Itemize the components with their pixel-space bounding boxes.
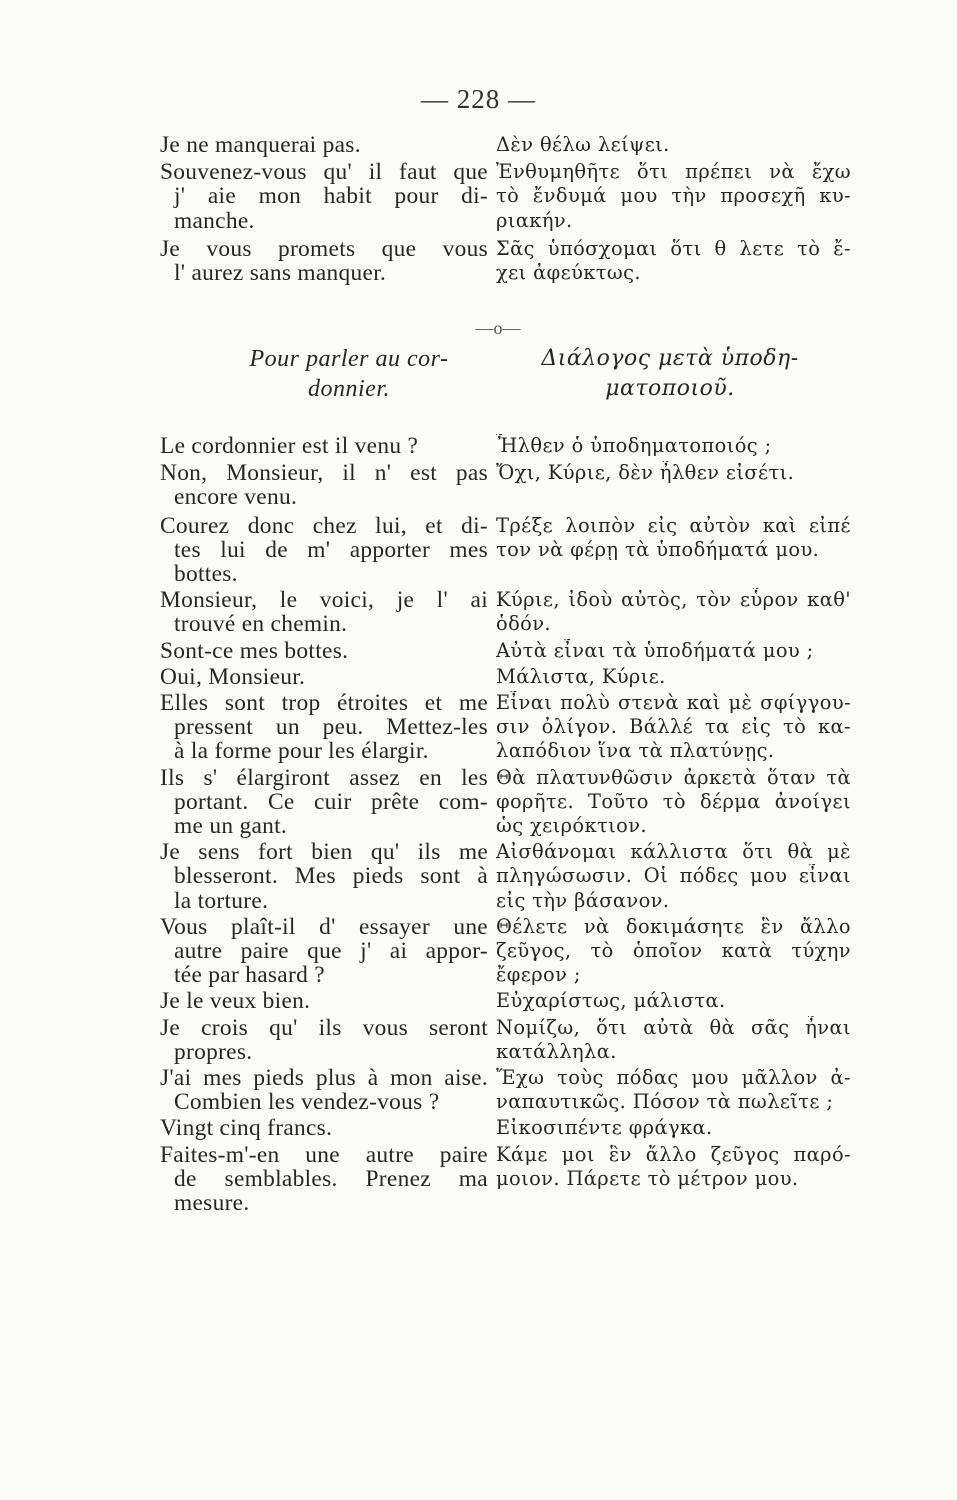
dialog-row (0, 434, 957, 458)
greek-line: ὁδόν. (496, 612, 551, 636)
greek-line: εἰς τὴν βάσανον. (496, 888, 670, 912)
greek-text (496, 1066, 851, 1114)
greek-line: ζεῦγος, τὸ ὁποῖον κατὰ τύχην (496, 939, 851, 962)
french-text (160, 133, 488, 157)
dialog-row (0, 133, 957, 157)
french-line: Souvenez-vous qu' il faut que (160, 160, 488, 185)
french-line: autre paire que j' ai appor- (174, 939, 488, 964)
dialog-row (0, 1016, 957, 1064)
greek-line: ἔφερον ; (496, 963, 581, 987)
french-line: l' aurez sans manquer. (174, 261, 387, 286)
greek-line: Θὰ πλατυνθῶσιν ἀρκετὰ ὅταν τὰ (496, 765, 851, 789)
french-line: Elles sont trop étroites et me (160, 691, 488, 716)
greek-line: Δὲν θέλω λείψει. (496, 133, 670, 156)
greek-line: Μάλιστα, Κύριε. (496, 664, 666, 688)
greek-heading (510, 344, 830, 404)
french-line: J'ai mes pieds plus à mon aise. (160, 1066, 488, 1091)
dialog-row (0, 588, 957, 636)
greek-line: Νομίζω, ὅτι αὐτὰ θὰ σᾶς ἦναι (496, 1015, 851, 1039)
greek-line: Εἶναι πολὺ στενὰ καὶ μὲ σφίγγου- (496, 691, 851, 714)
french-line: Vous plaît-il d' essayer une (160, 914, 488, 939)
french-line: de semblables. Prenez ma (174, 1166, 488, 1191)
dialog-row (0, 691, 957, 764)
greek-line: Σᾶς ὑπόσχομαι ὅτι θ λετε τὸ ἔ- (496, 236, 851, 260)
french-line: blesseront. Mes pieds sont à (174, 864, 488, 889)
dialog-row (0, 160, 957, 233)
french-line: Le cordonnier est il venu ? (160, 434, 419, 459)
greek-text (496, 1116, 851, 1140)
french-line: Oui, Monsieur. (160, 664, 306, 689)
french-text (160, 766, 488, 839)
greek-text (496, 434, 851, 458)
french-line: à la forme pour les élargir. (174, 739, 429, 764)
dialog-row (0, 840, 957, 913)
french-text (160, 1116, 488, 1140)
greek-line: Ἦλθεν ὁ ὑποδηματοποιός ; (496, 434, 772, 457)
french-heading-line: Pour parler au cor- (249, 346, 449, 372)
page-number: — 228 — (421, 84, 536, 114)
french-text (160, 639, 488, 663)
french-line: Je sens fort bien qu' ils me (160, 840, 488, 865)
greek-text (496, 766, 851, 839)
french-line: pressent un peu. Mettez-les (174, 715, 488, 740)
greek-text (496, 915, 851, 988)
dialog-row (0, 237, 957, 285)
greek-text (496, 514, 851, 562)
dialog-row (0, 1066, 957, 1114)
greek-line: χει ἀφεύκτως. (496, 261, 641, 284)
greek-text (496, 1016, 851, 1064)
french-text (160, 691, 488, 764)
dialog-row (0, 639, 957, 663)
greek-heading-line: Διάλογος μετὰ ὑποδη- (541, 346, 799, 371)
greek-line: ὡς χειρόκτιον. (496, 814, 647, 837)
greek-line: Εὐχαρίστως, μάλιστα. (496, 989, 726, 1013)
french-text (160, 237, 488, 285)
greek-line: φορῆτε. Τοῦτο τὸ δέρμα ἀνοίγει (496, 789, 851, 813)
french-line: Faites-m'-en une autre paire (160, 1142, 488, 1167)
french-text (160, 840, 488, 913)
french-line: propres. (174, 1039, 253, 1064)
french-line: encore venu. (174, 485, 298, 510)
french-line: Je crois qu' ils vous seront (160, 1015, 488, 1040)
greek-text (496, 840, 851, 913)
french-line: me un gant. (174, 814, 288, 839)
dialog-row (0, 766, 957, 839)
french-line: Sont-ce mes bottes. (160, 638, 349, 663)
greek-text (496, 665, 851, 689)
dialog-row (0, 1116, 957, 1140)
dialog-row (0, 665, 957, 689)
french-line: Je le veux bien. (160, 989, 311, 1014)
french-text (160, 461, 488, 509)
section-separator: —o— (475, 318, 521, 338)
french-text (160, 915, 488, 988)
french-text (160, 588, 488, 636)
french-line: portant. Ce cuir prête com- (174, 789, 488, 814)
greek-line: Εἰκοσιπέντε φράγκα. (496, 1116, 713, 1140)
french-text (160, 1066, 488, 1114)
greek-line: πληγώσωσιν. Οἱ πόδες μου εἶναι (496, 864, 851, 888)
dialog-row (0, 461, 957, 509)
greek-text (496, 160, 851, 233)
greek-line: Κάμε μοι ἓν ἄλλο ζεῦγος παρό- (496, 1142, 851, 1166)
greek-text (496, 639, 851, 663)
greek-line: κατάλληλα. (496, 1039, 617, 1063)
greek-line: Αἰσθάνομαι κάλλιστα ὅτι θὰ μὲ (496, 840, 851, 864)
greek-line: Τρέξε λοιπὸν εἰς αὐτὸν καὶ εἰπέ (496, 513, 851, 537)
french-line: tes lui de m' apporter mes (174, 537, 488, 562)
greek-line: Θέλετε νὰ δοκιμάσητε ἓν ἄλλο (496, 914, 851, 938)
greek-text (496, 461, 851, 485)
greek-heading-line: ματοποιοῦ. (605, 376, 735, 401)
french-line: Je ne manquerai pas. (160, 133, 361, 158)
greek-line: σιν ὀλίγον. Βάλλέ τα εἰς τὸ κα- (496, 715, 851, 739)
french-line: j' aie mon habit pour di- (174, 184, 488, 209)
greek-line: τὸ ἔνδυμά μου τὴν προσεχῆ κυ- (496, 184, 851, 208)
french-line: Courez donc chez lui, et di- (160, 513, 488, 538)
french-text (160, 989, 488, 1013)
french-line: trouvé en chemin. (174, 612, 348, 637)
greek-line: Αὐτὰ εἶναι τὰ ὑποδήματά μου ; (496, 638, 814, 662)
french-line: tée par hasard ? (174, 963, 325, 988)
french-heading-line: donnier. (308, 376, 390, 402)
french-text (160, 434, 488, 458)
french-line: Ils s' élargiront assez en les (160, 765, 488, 790)
greek-text (496, 237, 851, 285)
dialog-row (0, 1143, 957, 1216)
french-line: Monsieur, le voici, je l' ai (160, 588, 488, 613)
greek-line: ναπαυτικῶς. Πόσον τὰ πωλεῖτε ; (496, 1090, 834, 1114)
french-text (160, 160, 488, 233)
dialog-row (0, 915, 957, 988)
french-text (160, 665, 488, 689)
greek-line: μοιον. Πάρετε τὸ μέτρον μου. (496, 1166, 799, 1190)
french-line: mesure. (174, 1191, 250, 1216)
greek-text (496, 989, 851, 1013)
greek-text (496, 691, 851, 764)
french-text (160, 514, 488, 587)
greek-line: λαπόδιον ἵνα τὰ πλατύνῃς. (496, 739, 775, 763)
dialog-row (0, 989, 957, 1013)
greek-text (496, 133, 851, 157)
french-text (160, 1016, 488, 1064)
greek-text (496, 1143, 851, 1191)
greek-line: Ἔχω τοὺς πόδας μου μᾶλλον ἀ- (496, 1066, 851, 1089)
greek-line: Ἐνθυμηθῆτε ὅτι πρέπει νὰ ἔχω (496, 160, 851, 184)
greek-line: τον νὰ φέρῃ τὰ ὑποδήματά μου. (496, 537, 820, 561)
greek-text (496, 588, 851, 636)
french-line: bottes. (174, 562, 238, 587)
dialog-row (0, 514, 957, 587)
french-line: Combien les vendez-vous ? (174, 1090, 440, 1115)
french-text (160, 1143, 488, 1216)
greek-line: Ὄχι, Κύριε, δὲν ἦλθεν εἰσέτι. (496, 461, 795, 485)
french-line: la torture. (174, 888, 269, 913)
french-line: Vingt cinq francs. (160, 1116, 333, 1141)
french-line: manche. (174, 208, 255, 233)
greek-line: Κύριε, ἰδοὺ αὐτὸς, τὸν εὗρον καθ' (496, 588, 851, 612)
french-line: Non, Monsieur, il n' est pas (160, 461, 488, 486)
greek-line: ριακήν. (496, 208, 573, 232)
french-heading (214, 344, 484, 404)
french-line: Je vous promets que vous (160, 236, 488, 261)
